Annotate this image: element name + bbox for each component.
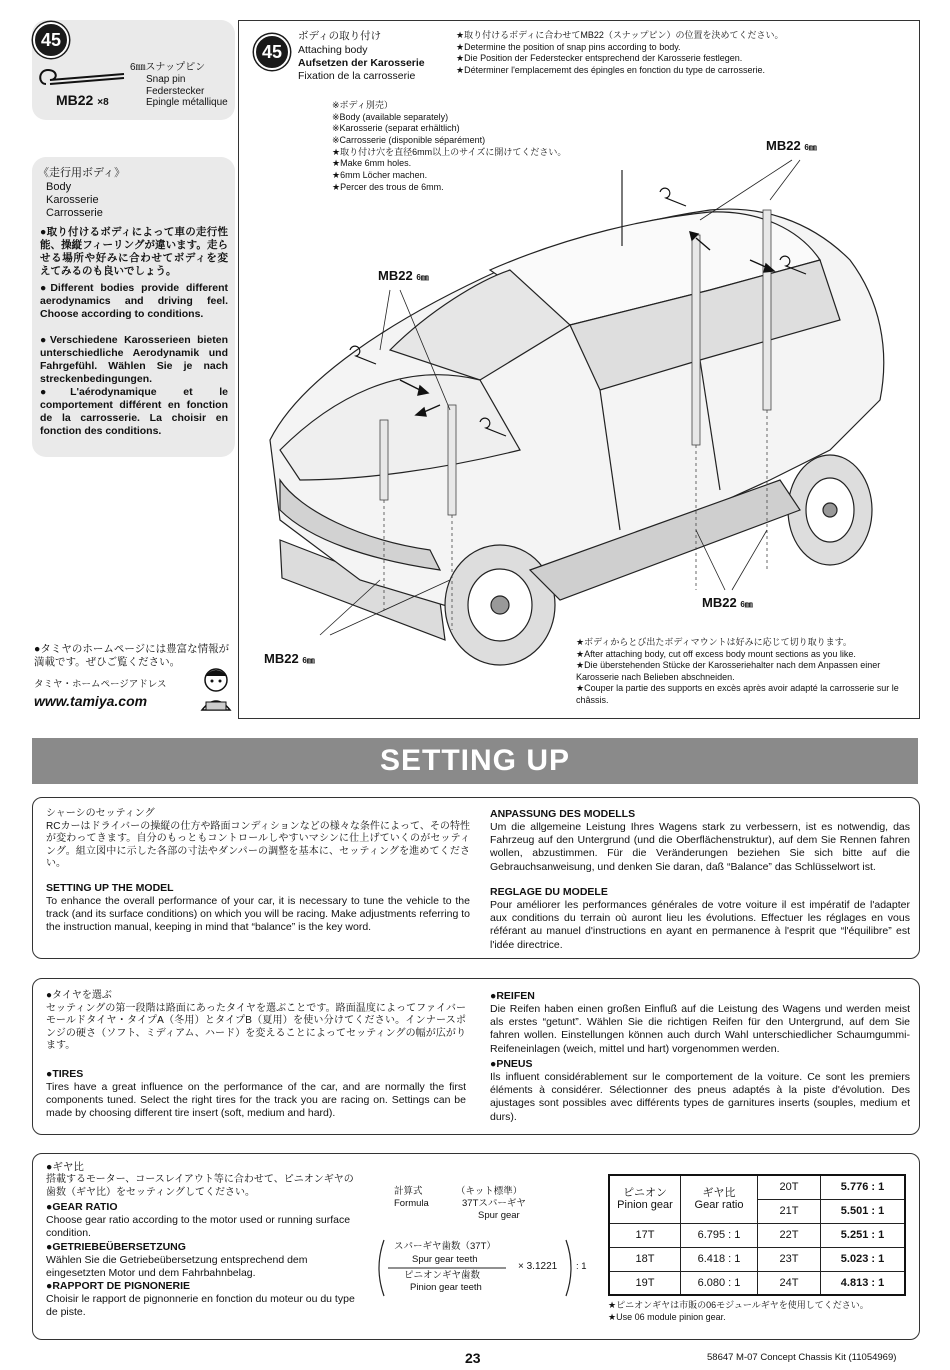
pinion-header-en: Pinion gear — [617, 1199, 673, 1212]
gear-text-col — [46, 1161, 360, 1319]
gear-table-row-4 — [609, 1271, 905, 1295]
cut-jp — [576, 637, 910, 649]
cut-fr-text: Couper la partie des supports en excès après avoir adapté la carrosserie sur le châssis. — [576, 683, 899, 705]
formula-den-jp: ピニオンギヤ歯数 — [404, 1270, 481, 1281]
setting-fr-title: REGLAGE DU MODELE — [490, 886, 608, 898]
gear-ratio-table — [608, 1174, 906, 1296]
body-note-en — [40, 282, 228, 321]
gear-en-body: Choose gear ratio according to the motor used or running surface condition. — [46, 1214, 351, 1240]
body-title-de: Karosserie — [46, 194, 99, 206]
body-note-fr — [40, 386, 228, 439]
body-title-en: Body — [46, 181, 72, 193]
tires-en-title-row — [46, 1068, 466, 1081]
cut-en-text: After attaching body, cut off excess body mount sections as you like. — [584, 648, 856, 659]
part-name-en: Snap pin — [146, 74, 186, 85]
sep-body-fr: ※Carrosserie (disponible séparément) — [332, 135, 486, 146]
gear-jp-title: ギヤ比 — [52, 1161, 84, 1173]
formula-label-jp: 計算式 — [394, 1186, 423, 1197]
body-note-fr-text: L'aérodynamique et le comportement différent en fonction de la carrosserie. La choisir en fonction des conditions. — [40, 386, 228, 438]
tires-de-title-row — [490, 990, 910, 1003]
step45-main-number: 45 — [261, 41, 283, 62]
tires-de-body: Die Reifen haben einen großen Einfluß auf die Leistung des Wagens und werden meist als erstes “getunt”. Wählen Sie die richtigen Reifen für den Untergrund, auf dem Sie fahren wollen. Einstellungen können auch durch Wahl unterschiedlicher Schaumgummi-Reifeneinlagen (weich, mittel und hart) vorgenommen werden. — [490, 1003, 910, 1055]
formula-num-jp: スパーギヤ歯数（37T） — [394, 1241, 496, 1252]
formula-num-en: Spur gear teeth — [412, 1254, 478, 1265]
instr-de-text: Die Position der Federstecker entsprechend der Karosserie festlegen. — [464, 53, 743, 64]
tires-jp-title: タイヤを選ぶ — [52, 990, 112, 1001]
setting-up-banner — [32, 738, 918, 784]
cut-mount-note — [576, 637, 910, 706]
teeth-cell: 20T — [758, 1175, 821, 1199]
mb22-label-left — [264, 651, 315, 666]
part-code-label: MB22 — [56, 92, 94, 108]
tamiya-url-link[interactable]: www.tamiya.com — [34, 693, 148, 709]
mb22-unit-mid: 6㎜ — [416, 273, 429, 282]
formula-den-en: Pinion gear teeth — [410, 1282, 482, 1293]
sep-body-de: ※Karosserie (separat erhältlich) — [332, 123, 460, 134]
ratio-header-cell — [681, 1175, 758, 1223]
banner-title: SETTING UP — [379, 744, 570, 777]
ratio-cell: 6.418 : 1 — [681, 1247, 758, 1271]
teeth-cell: 24T — [758, 1271, 821, 1295]
pinion-header-cell — [609, 1175, 681, 1223]
mb22-label-right-text: MB22 — [702, 595, 737, 610]
pinion-note-en — [608, 1312, 726, 1323]
tires-de — [490, 990, 910, 1056]
attach-title-de: Aufsetzen der Karosserie — [298, 57, 425, 69]
gear-de-body: Wählen Sie die Getriebeübersetzung entsprechend dem eingesetzten Motor und dem Fahrbahnbelag. — [46, 1253, 308, 1279]
mb22-unit-top: 6㎜ — [804, 143, 817, 152]
setting-jp-title: シャーシのセッティング — [46, 808, 155, 819]
sep-body-en: ※Body (available separately) — [332, 111, 449, 122]
instr-fr — [456, 65, 916, 77]
setting-de — [490, 808, 910, 874]
tires-jp-title-row — [46, 990, 466, 1003]
setting-jp — [46, 808, 470, 871]
pinion-note-en-text: Use 06 module pinion gear. — [616, 1312, 726, 1322]
instr-de — [456, 53, 916, 65]
body-note-en-text: Different bodies provide different aerodynamics and driving feel. Choose according to conditions. — [40, 282, 229, 321]
teeth-cell: 22T — [758, 1223, 821, 1247]
homepage-note-text: タミヤのホームページには豊富な情報が満載です。ぜひご覧ください。 — [34, 643, 230, 669]
mascot-icon — [196, 664, 236, 714]
body-title-jp: 《走行用ボディ》 — [38, 167, 126, 179]
car-body-illustration — [240, 150, 916, 670]
setting-jp-body: RCカーはドライバーの操縦の仕方や路面コンディションなどの様々な条件によって、その特性が変わってきます。自分のもっともコントロールしやすいマシンに仕上げていくのがセッティング。組立図中に示した各部の寸法やダンパーの調整を基本に、セッティングを進めてください。 — [46, 820, 470, 869]
holes-de-text: 6mm Löcher machen. — [340, 170, 428, 181]
teeth-cell: 18T — [609, 1247, 681, 1271]
setting-de-title: ANPASSUNG DES MODELLS — [490, 808, 636, 820]
formula-multiplier: × 3.1221 — [518, 1261, 558, 1272]
pinion-note-jp-text: ピニオンギヤは市販の06モジュールギヤを使用してください。 — [616, 1300, 869, 1310]
ratio-cell: 6.795 : 1 — [681, 1223, 758, 1247]
pinion-header-jp: ピニオン — [623, 1186, 667, 1199]
body-note-de-text: Verschiedene Karosserieen bieten unterschiedliche Aerodynamik und Fahrgefühl. Wählen Sie je nach streckenbedingungen. — [40, 334, 229, 386]
spur-gear-label: Spur gear — [478, 1210, 520, 1221]
mb22-unit-left: 6㎜ — [302, 656, 315, 665]
sep-body-jp: ※ボディ別売） — [332, 100, 393, 110]
setting-de-body: Um die allgemeine Leistung Ihres Wagens stark zu verbessern, ist es notwendig, das Fahrzeug auf den Untergrund (und die Oberflächenstruktur), auf dem Sie Rennen fahren wollen, abzustimmen. Für die Veränderungen beziehen Sie sich bitte auf die Gebrauchsanweisung, und denken Sie daran, daß “Balance” das Schlüsselwort ist. — [490, 821, 910, 873]
spur-37t: 37Tスパーギヤ — [462, 1198, 526, 1209]
snap-pin-icon — [36, 62, 132, 94]
mb22-label-top — [766, 138, 817, 153]
ratio-cell: 5.776 : 1 — [821, 1175, 906, 1199]
position-instructions — [456, 30, 916, 76]
setting-en — [46, 882, 470, 935]
setting-en-title: SETTING UP THE MODEL — [46, 882, 174, 894]
mb22-label-left-text: MB22 — [264, 651, 299, 666]
pinion-note-jp — [608, 1300, 869, 1311]
tires-fr-body: Ils influent considérablement sur le comportement de la voiture. Ce sont les premiers éléments à considérer. Sélectionner des pneus adaptés à la piste d'évolution. Des ajustages sont possibles avec différents types de garnitures inserts (souples, medium et durs). — [490, 1071, 910, 1123]
teeth-cell: 19T — [609, 1271, 681, 1295]
body-note-jp-text: 取り付けるボディによって車の走行性能、操縦フィーリングが違います。走らせる場所や好みに合わせてボディを変えてみるのも良いでしょう。 — [40, 226, 228, 278]
teeth-cell: 17T — [609, 1223, 681, 1247]
gear-en-title: GEAR RATIO — [52, 1201, 118, 1214]
body-note-jp — [40, 226, 228, 279]
part-name-jp: 6㎜スナップピン — [130, 62, 206, 73]
mb22-label-right — [702, 595, 753, 610]
tires-fr-title-row — [490, 1058, 910, 1071]
holes-en-text: Make 6mm holes. — [340, 158, 412, 169]
cut-fr — [576, 683, 910, 706]
gear-table-row-0 — [609, 1175, 905, 1199]
tires-de-title: REIFEN — [496, 990, 535, 1002]
part-qty: ×8 — [97, 97, 109, 108]
gear-de-title: GETRIEBEÜBERSETZUNG — [52, 1240, 186, 1253]
holes-fr-text: Percer des trous de 6mm. — [340, 181, 444, 192]
homepage-label: タミヤ・ホームページアドレス — [34, 679, 167, 690]
setting-fr — [490, 886, 910, 952]
step-number-badge — [33, 22, 69, 58]
gear-jp-body: 搭載するモーター、コースレイアウト等に合わせて、ピニオンギヤの歯数（ギヤ比）をセッティングしてください。 — [46, 1174, 354, 1198]
gear-en-title-row — [46, 1201, 360, 1214]
body-note-de — [40, 334, 228, 387]
tires-en-body: Tires have a great influence on the performance of the car, and are normally the first components tuned. Select the right tires for the track you are racing on. Settings can be made by choosing different tire insert (soft, medium and hard). — [46, 1081, 466, 1120]
formula-ratio-suffix: : 1 — [576, 1261, 587, 1272]
ratio-cell: 6.080 : 1 — [681, 1271, 758, 1295]
tires-jp-body: セッティングの第一段階は路面にあったタイヤを選ぶことです。路面温度によってファイバーモールドタイヤ・タイプA（冬用）とタイプB（夏用）を使い分けてください。インナースポンジの硬さ（ソフト、ミディアム、ハード）を変えることによってセッティングの幅が広がります。 — [46, 1002, 466, 1051]
part-name-fr: Epingle métallique — [146, 97, 228, 108]
cut-de — [576, 660, 910, 683]
part-name-de: Federstecker — [146, 86, 205, 97]
part-code — [56, 92, 109, 108]
ratio-cell: 5.023 : 1 — [821, 1247, 906, 1271]
holes-jp-text: 取り付け穴を直径6mm以上のサイズに開けてください。 — [340, 146, 567, 157]
tires-fr — [490, 1058, 910, 1124]
kit-std: （キット標準） — [456, 1186, 523, 1197]
instr-jp-text: 取り付けるボディに合わせてMB22（スナップピン）の位置を決めてください。 — [464, 30, 784, 40]
cut-en — [576, 649, 910, 661]
teeth-cell: 23T — [758, 1247, 821, 1271]
instr-jp — [456, 30, 916, 42]
tires-jp — [46, 990, 466, 1053]
page-number: 23 — [465, 1350, 481, 1366]
mb22-label-top-text: MB22 — [766, 138, 801, 153]
gear-de-title-row — [46, 1241, 360, 1254]
gear-table-row-2 — [609, 1223, 905, 1247]
gear-fr-body: Choisir le rapport de pignonnerie en fonction du moteur ou du type de piste. — [46, 1293, 355, 1319]
setting-en-body: To enhance the overall performance of your car, it is necessary to tune the vehicle to the track (and its surface conditions) on which you will be racing. Make adjustments referring to the instruction manual, keeping in mind that “balance” is the key word. — [46, 895, 470, 934]
ratio-cell: 5.251 : 1 — [821, 1223, 906, 1247]
instr-fr-text: Déterminer l'emplacememt des épingles en fonction du type de carrosserie. — [464, 64, 765, 75]
formula-label-en: Formula — [394, 1198, 429, 1209]
mb22-unit-right: 6㎜ — [740, 600, 753, 609]
cut-jp-text: ボディからとび出たボディマウントは好みに応じて切り取ります。 — [584, 637, 852, 647]
ratio-cell: 4.813 : 1 — [821, 1271, 906, 1295]
instr-en — [456, 42, 916, 54]
step45-main-badge — [254, 34, 290, 70]
step-number: 45 — [40, 29, 62, 50]
ratio-cell: 5.501 : 1 — [821, 1199, 906, 1223]
attach-title-en: Attaching body — [298, 44, 368, 56]
gear-table-row-3 — [609, 1247, 905, 1271]
instr-en-text: Determine the position of snap pins according to body. — [464, 41, 681, 52]
kit-name: 58647 M-07 Concept Chassis Kit (11054969) — [707, 1352, 897, 1363]
ratio-header-jp: ギヤ比 — [702, 1186, 736, 1199]
body-title-fr: Carrosserie — [46, 207, 103, 219]
setting-fr-body: Pour améliorer les performances générales de votre voiture il est impératif de l'adapter aux conditions du terrain où auront lieu les évolutions. Effectuer les réglages en vous référant au manuel d'instructions en ayant en permanence à l'esprit que “l'équilibre” est l'idée directrice. — [490, 899, 910, 951]
gear-fr-title: RAPPORT DE PIGNONERIE — [52, 1279, 191, 1292]
mb22-label-mid-text: MB22 — [378, 268, 413, 283]
gear-jp-title-row — [46, 1161, 360, 1174]
tires-en-title: TIRES — [52, 1068, 84, 1080]
tires-en — [46, 1068, 466, 1121]
teeth-cell: 21T — [758, 1199, 821, 1223]
attach-title-fr: Fixation de la carrosserie — [298, 70, 416, 82]
mb22-label-mid — [378, 268, 429, 283]
cut-de-text: Die überstehenden Stücke der Karosseriehalter nach dem Anpassen einer Karosserie nach Belieben abschneiden. — [576, 660, 881, 682]
ratio-header-en: Gear ratio — [694, 1199, 744, 1212]
gear-fr-title-row — [46, 1280, 360, 1293]
tires-fr-title: PNEUS — [496, 1058, 533, 1070]
attach-title-jp: ボディの取り付け — [298, 30, 382, 42]
